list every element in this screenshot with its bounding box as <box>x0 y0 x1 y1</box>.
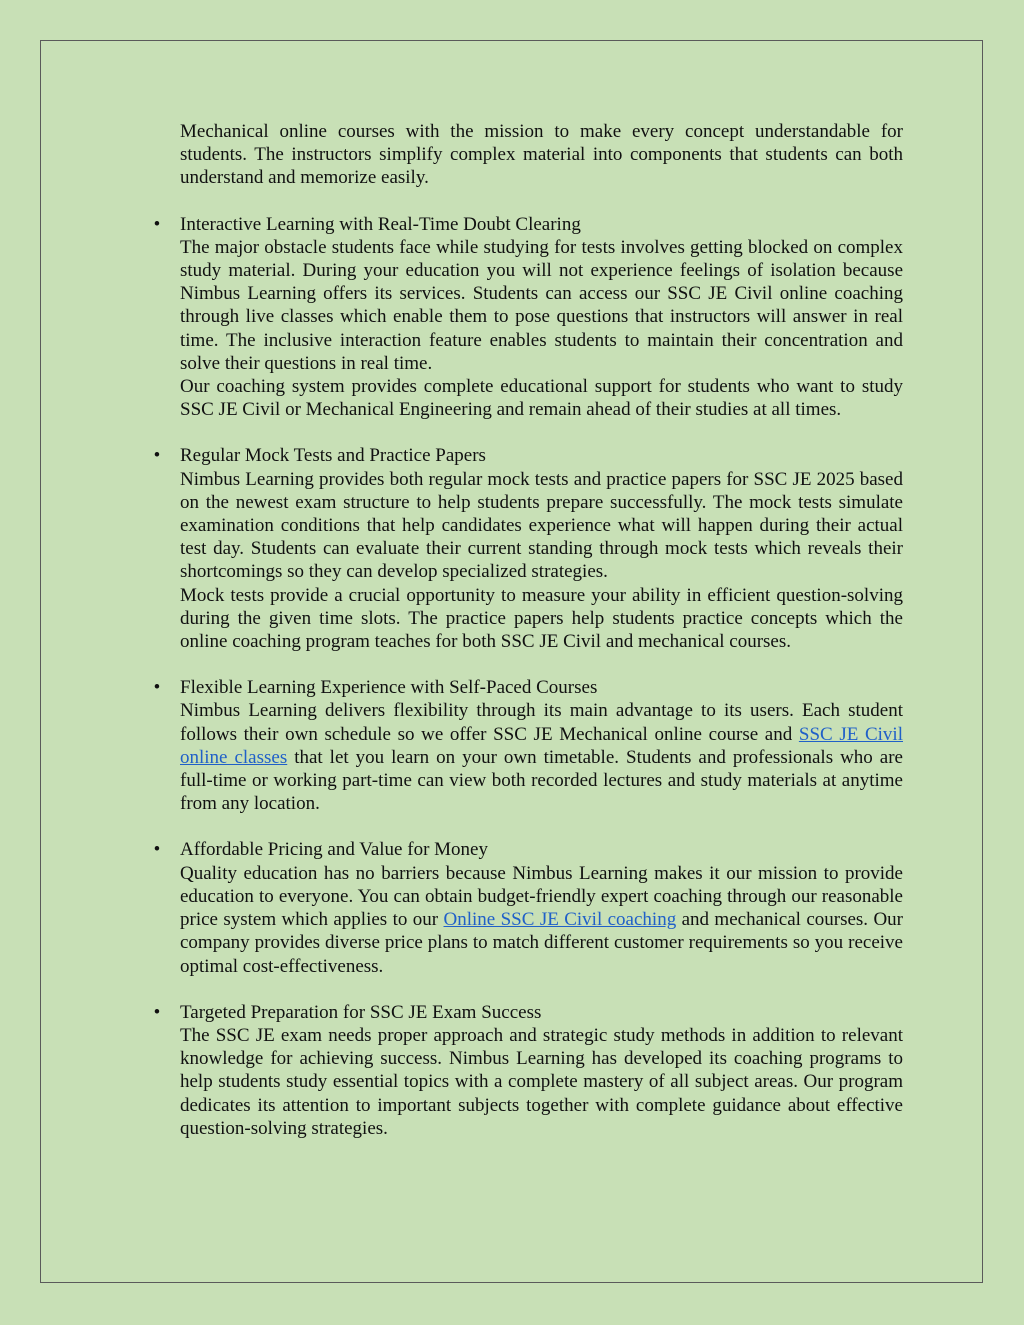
intro-paragraph: Mechanical online courses with the mission to make every concept understandable for students. The instructors simplify complex material into components that students can both understand and memorize easily. <box>180 121 903 189</box>
section-paragraph <box>180 862 903 978</box>
section-interactive-learning <box>153 213 903 422</box>
section-targeted-preparation <box>153 1001 903 1140</box>
paragraph-text: that let you learn on your own timetable. Students and professionals who are full-time or working part-time can view both recorded lectures and study materials at anytime from any location. <box>180 746 903 815</box>
paragraph-text: and mechanical courses. Our company provides diverse price plans to match different customer requirements so you receive optimal cost-effectiveness. <box>180 909 904 977</box>
online-ssc-je-civil-coaching-link[interactable]: Online SSC JE Civil coaching <box>443 909 677 931</box>
section-flexible-learning <box>153 676 903 815</box>
section-paragraph: The major obstacle students face while studying for tests involves getting blocked on complex study material. During your education you will not experience feelings of isolation because Nimbus Learning offers its services. Students can access our SSC JE Civil online coaching through live classes which enable them to pose questions that instructors will answer in real time. The inclusive interaction feature enables students to maintain their concentration and solve their questions in real time. <box>180 236 903 374</box>
section-paragraph: The SSC JE exam needs proper approach and strategic study methods in addition to relevant knowledge for achieving success. Nimbus Learning has developed its coaching programs to help students study essential topics with a complete mastery of all subject areas. Our program dedicates its attention to important subjects together with complete guidance about effective question-solving strategies. <box>180 1024 903 1139</box>
bullet-icon: • <box>153 213 161 235</box>
section-paragraph <box>180 699 903 815</box>
bullet-icon: • <box>153 677 161 699</box>
bullet-icon: • <box>153 839 161 861</box>
section-mock-tests <box>153 444 903 653</box>
paragraph-text: Nimbus Learning delivers flexibility through its main advantage to its users. Each student follows their own schedule so we offer SSC JE Mechanical online course and <box>180 700 903 745</box>
bullet-icon: • <box>153 1001 161 1023</box>
section-heading: Flexible Learning Experience with Self-Paced Courses <box>180 677 598 699</box>
paragraph-text: Quality education has no barriers because Nimbus Learning makes it our mission to provide education to everyone. You can obtain budget-friendly expert coaching through our reasonable price system which applies to our <box>180 862 903 931</box>
section-heading: Affordable Pricing and Value for Money <box>180 839 488 861</box>
section-affordable-pricing <box>153 838 904 977</box>
ssc-je-civil-online-classes-link[interactable]: SSC JE Civil online classes <box>180 723 903 768</box>
section-heading: Regular Mock Tests and Practice Papers <box>180 445 486 467</box>
section-paragraph: Mock tests provide a crucial opportunity to measure your ability in efficient question-solving during the given time slots. The practice papers help students practice concepts which the online coaching program teaches for both SSC JE Civil and mechanical courses. <box>180 584 903 653</box>
section-paragraph: Our coaching system provides complete educational support for students who want to study SSC JE Civil or Mechanical Engineering and remain ahead of their studies at all times. <box>180 376 903 421</box>
document-body <box>153 120 904 1140</box>
section-paragraph: Nimbus Learning provides both regular mock tests and practice papers for SSC JE 2025 based on the newest exam structure to help students prepare successfully. The mock tests simulate examination conditions that help candidates experience what will happen during their actual test day. Students can evaluate their current standing through mock tests which reveals their shortcomings so they can develop specialized strategies. <box>180 468 903 583</box>
bullet-icon: • <box>153 445 161 467</box>
section-heading: Targeted Preparation for SSC JE Exam Success <box>180 1001 542 1023</box>
section-heading: Interactive Learning with Real-Time Doubt Clearing <box>180 213 581 235</box>
